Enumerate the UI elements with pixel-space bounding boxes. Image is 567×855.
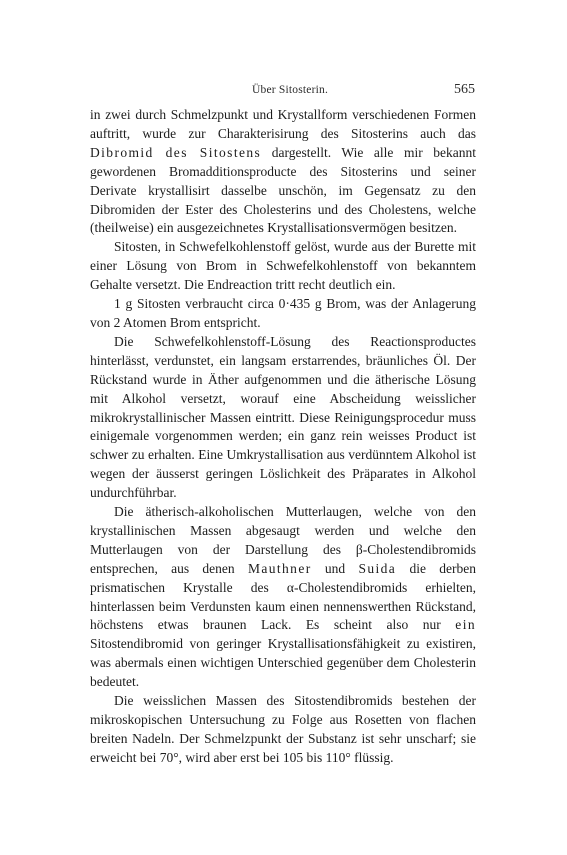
text-run: Sitostendibromid von geringer Krystallisationsfähigkeit zu existiren, was abermals einen wichtigen Unterschied gegenüber dem Cholesterin bedeutet. bbox=[90, 636, 476, 690]
emphasis: ein bbox=[455, 617, 476, 633]
paragraph-1 bbox=[90, 106, 476, 238]
text-run: 1 g Sitosten verbraucht circa 0·435 g Brom, was der Anlagerung von 2 Atomen Brom entspricht. bbox=[90, 296, 476, 330]
text-run: in zwei durch Schmelzpunkt und Krystallform verschiedenen Formen auftritt, wurde zur Charakterisirung des Sitosterins auch das bbox=[90, 107, 476, 141]
text-run: Sitosten, in Schwefelkohlenstoff gelöst, wurde aus der Burette mit einer Lösung von Brom in Schwefelkohlenstoff von bekanntem Gehalte versetzt. Die Endreaction tritt recht deutlich ein. bbox=[90, 239, 476, 293]
paragraph-3 bbox=[90, 295, 476, 333]
text-run: dargestellt. Wie alle mir bekannt gewordenen Bromadditionsproducte des Sitosterins und seiner Derivate krystallisirt dasselbe unschön, im Gegensatz zu den Dibromiden der Ester des Cholesterins und des Cholestens, welche (theilweise) ein ausgezeichnetes Krystallisationsvermögen besitzen. bbox=[90, 144, 476, 236]
paragraph-6 bbox=[90, 692, 476, 768]
paragraph-4 bbox=[90, 333, 476, 503]
spaced-term: Dibromid des Sitostens bbox=[90, 144, 262, 160]
text-run: die derben prismatischen Krystalle des α-Cholestendibromids erhielten, hinterlassen beim Verdunsten kaum einen nennenswerthen Rückstand, höchstens etwas braunen Lack. Es scheint also nur bbox=[90, 560, 477, 633]
text-run: Die Schwefelkohlenstoff-Lösung des Reactionsproductes hinterlässt, verdunstet, ein langsam erstarrendes, bräunliches Öl. Der Rückstand wurde in Äther aufgenommen und die ätherische Lösung mit Alkohol versetzt, worauf eine Abscheidung weisslicher mikrokrystallinischer Massen eintritt. Diese Reinigungsprocedur muss einigemale vorgenommen werden; ein ganz rein weisses Product ist schwer zu erhalten. Eine Umkrystallisation aus verdünntem Alkohol ist wegen der äusserst geringen Löslichkeit des Präparates in Alkohol undurchführbar. bbox=[90, 333, 476, 501]
text-run: Die weisslichen Massen des Sitostendibromids bestehen der mikroskopischen Untersuchung zu Folge aus Rosetten von flachen breiten Nadeln. Der Schmelzpunkt der Substanz ist sehr unscharf; sie erweicht bei 70°, wird aber erst bei 105 bis 110° flüssig. bbox=[90, 693, 476, 765]
paragraph-5 bbox=[90, 503, 476, 692]
text-run: und bbox=[311, 560, 359, 576]
text-run: Die ätherisch-alkoholischen Mutterlaugen, welche von den krystallinischen Massen abgesaugt werden und welche den Mutterlaugen von der Darstellung des β-Cholestendibromids entsprechen, aus denen bbox=[90, 504, 476, 576]
page-number: 565 bbox=[454, 82, 475, 97]
author-name: Mauthner bbox=[247, 560, 312, 576]
author-name: Suida bbox=[358, 560, 397, 576]
text-body bbox=[90, 106, 476, 768]
running-title: Über Sitosterin. bbox=[252, 84, 329, 96]
page-header bbox=[0, 82, 567, 100]
paragraph-2 bbox=[90, 238, 476, 295]
